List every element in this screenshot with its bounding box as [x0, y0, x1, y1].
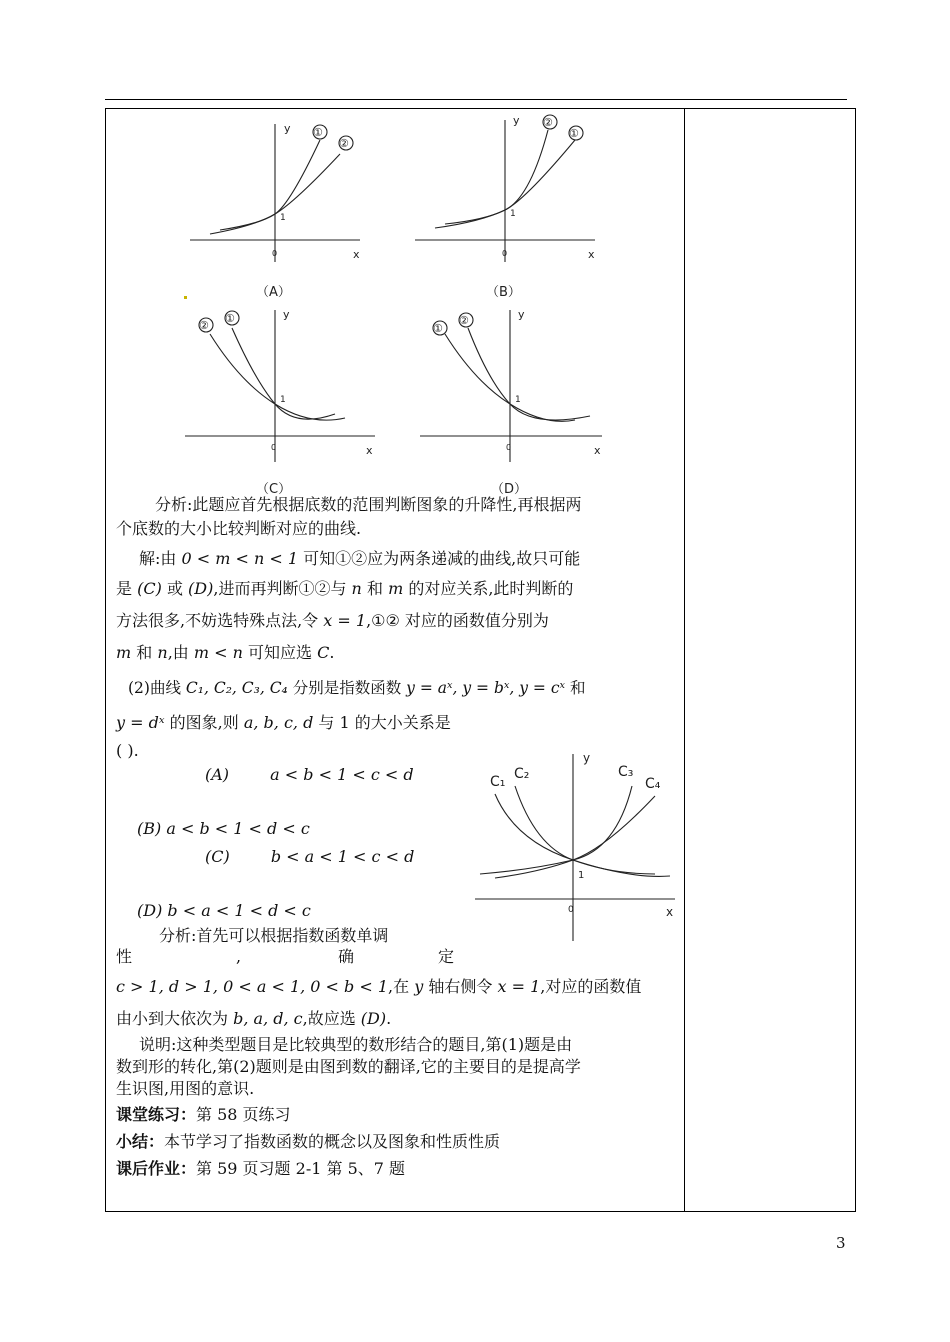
- graph-b-label: （B）: [486, 285, 521, 300]
- option-a-label: (A): [205, 765, 230, 784]
- graph-b-one: 1: [510, 209, 516, 219]
- classroom-exercise: [116, 1104, 291, 1126]
- option-d-label: (D): [137, 901, 163, 920]
- graph-b-origin: 0: [502, 249, 508, 258]
- graph-b-c1: ①: [569, 127, 579, 140]
- an2-text: 性: [116, 947, 133, 966]
- analysis2-line3: [116, 976, 641, 998]
- analysis1-line1: 分析:此题应首先根据底数的范围判断图象的升降性,再根据两: [155, 495, 582, 514]
- graph-a-origin: 0: [272, 249, 278, 258]
- graph-a-c1: ①: [313, 126, 323, 139]
- graph-d-one: 1: [515, 395, 521, 405]
- sol-text: 可知应选: [248, 643, 313, 662]
- exercise-label: 课堂练习：: [116, 1105, 197, 1124]
- q2-math: , y = cˣ: [509, 679, 566, 697]
- option-b-expr: a < b < 1 < d < c: [166, 819, 310, 838]
- graph-a-y: y: [284, 122, 291, 135]
- graph-b: [415, 115, 595, 262]
- sol-text: .: [329, 643, 335, 662]
- graph-d-label: （D）: [491, 482, 528, 497]
- sol-math: m: [116, 643, 132, 662]
- option-a: [205, 764, 414, 786]
- q2-text: 分别是指数函数: [292, 679, 402, 697]
- q2-text: 与 1 的大小关系是: [318, 713, 451, 732]
- graph-d-origin: 0: [506, 443, 512, 452]
- sol-text: 解:由: [139, 549, 177, 568]
- graph-a: [190, 124, 360, 262]
- side-cell: [684, 108, 856, 1212]
- sol-math: n: [157, 643, 168, 662]
- graph-c-c2: ②: [199, 319, 209, 332]
- graph-b-x: x: [588, 248, 595, 261]
- graph-c-origin: 0: [271, 443, 277, 452]
- sol-text: ,进而再判断①②与: [213, 579, 347, 598]
- c1-label: C₁: [490, 774, 506, 790]
- graph-one-label: 1: [578, 870, 585, 881]
- q2-line1: [128, 677, 585, 699]
- q2-blank: ( ).: [116, 741, 139, 760]
- option-b: [137, 818, 310, 840]
- exercise-text: 第 58 页练习: [196, 1105, 291, 1124]
- graphs-abcd: [170, 112, 610, 497]
- graph-b-c2: ②: [543, 116, 553, 129]
- graph-d-c1: ①: [433, 322, 443, 335]
- graph-d-y: y: [518, 308, 525, 321]
- option-c-expr: b < a < 1 < c < d: [270, 847, 415, 866]
- solution-line2: [116, 578, 573, 600]
- sol-text: 或: [166, 579, 183, 598]
- an2-math: x = 1: [497, 977, 541, 996]
- homework-text: 第 59 页习题 2-1 第 5、7 题: [196, 1159, 406, 1178]
- graph-d-x: x: [594, 444, 601, 457]
- graph-a-one: 1: [280, 213, 286, 223]
- q2-text: (2)曲线: [128, 679, 181, 697]
- sol-math: (D): [188, 579, 214, 598]
- an2-math: (D): [360, 1009, 387, 1028]
- summary-text: 本节学习了指数函数的概念以及图象和性质性质: [164, 1132, 501, 1151]
- sol-text: 的对应关系,此时判断的: [408, 579, 574, 598]
- note-line2: 数到形的转化,第(2)题则是由图到数的翻译,它的主要目的是提高学: [116, 1057, 581, 1076]
- option-d-expr: b < a < 1 < d < c: [167, 901, 311, 920]
- option-c: [205, 846, 414, 868]
- graph-c-c1: ①: [225, 312, 235, 325]
- option-a-expr: a < b < 1 < c < d: [270, 765, 414, 784]
- sol-text: 和: [366, 579, 383, 598]
- summary-label: 小结：: [116, 1132, 165, 1151]
- solution-line4: [116, 642, 334, 664]
- c4-label: C₄: [645, 776, 661, 792]
- an2-math: y: [414, 977, 424, 996]
- c3-label: C₃: [618, 764, 634, 780]
- note-line3: 生识图,用图的意识.: [116, 1079, 255, 1098]
- homework-label: 课后作业：: [116, 1159, 197, 1178]
- graph-c1-c4: [470, 746, 685, 944]
- graph-d-c2: ②: [459, 314, 469, 327]
- sol-math: m < n: [193, 643, 243, 662]
- sol-text: 是: [116, 579, 133, 598]
- graph-a-label: （A）: [256, 285, 291, 300]
- sol-text: ,由: [167, 643, 189, 662]
- sol-text: 可知①②应为两条递减的曲线,故只可能: [303, 549, 581, 568]
- page-number: 3: [836, 1234, 846, 1252]
- analysis2-line2: [116, 946, 456, 968]
- graph-x-label: x: [666, 905, 674, 919]
- graph-c-x: x: [366, 444, 373, 457]
- analysis1-line2: 个底数的大小比较判断对应的曲线.: [116, 519, 362, 538]
- graph-c-label: （C）: [256, 482, 292, 497]
- c2-label: C₂: [514, 766, 530, 782]
- graph-origin-label: 0: [568, 905, 574, 915]
- an2-text: 轴右侧令: [428, 977, 493, 996]
- homework: [116, 1158, 405, 1180]
- an2-text: 定: [438, 947, 455, 966]
- sol-math: n: [351, 579, 362, 598]
- analysis2-line1: 分析:首先可以根据指数函数单调: [159, 926, 389, 945]
- q2-math: C₁, C₂, C₃, C₄: [185, 679, 288, 697]
- option-c-label: (C): [205, 847, 230, 866]
- q2-math: y = aˣ, y = bˣ: [406, 679, 510, 697]
- an2-text: ,在: [388, 977, 410, 996]
- an2-text: ,故应选: [302, 1009, 356, 1028]
- graph-c-y: y: [283, 308, 290, 321]
- graph-d: [420, 310, 602, 462]
- graph-c: [185, 310, 375, 462]
- an2-text: 确: [338, 947, 355, 966]
- graph-a-x: x: [353, 248, 360, 261]
- q2-line2: [116, 712, 451, 734]
- sol-math: (C): [137, 579, 162, 598]
- an2-math: b, a, d, c: [233, 1009, 303, 1028]
- q2-text: 和: [569, 679, 586, 697]
- sol-math: C: [317, 643, 330, 662]
- an2-text: ,对应的函数值: [540, 977, 642, 996]
- an2-math: c > 1, d > 1, 0 < a < 1, 0 < b < 1: [116, 977, 389, 996]
- sol-math: 0 < m < n < 1: [181, 549, 299, 568]
- graph-a-c2: ②: [339, 137, 349, 150]
- sol-math: m: [388, 579, 404, 598]
- summary: [116, 1131, 500, 1153]
- sol-text: 方法很多,不妨选特殊点法,令: [116, 611, 319, 630]
- sol-text: 和: [136, 643, 153, 662]
- graph-y-label: y: [583, 751, 591, 765]
- option-b-label: (B): [137, 819, 162, 838]
- note-line1: 说明:这种类型题目是比较典型的数形结合的题目,第(1)题是由: [139, 1035, 573, 1054]
- solution-line1: [139, 548, 679, 570]
- analysis2-line4: [116, 1008, 391, 1030]
- sol-math: x = 1: [323, 611, 367, 630]
- graph-b-y: y: [513, 114, 520, 127]
- an2-text: .: [386, 1009, 392, 1028]
- solution-line3: [116, 610, 549, 632]
- q2-text: 的图象,则: [169, 713, 239, 732]
- header-rule: [105, 99, 847, 100]
- q2-math: y = dˣ: [116, 713, 165, 732]
- option-d: [137, 900, 311, 922]
- an2-text: 由小到大依次为: [116, 1009, 229, 1028]
- graph-c-one: 1: [280, 395, 286, 405]
- an2-text: ,: [236, 947, 242, 966]
- speck: [184, 296, 187, 299]
- q2-math: a, b, c, d: [243, 713, 314, 732]
- sol-text: ,①② 对应的函数值分别为: [366, 611, 549, 630]
